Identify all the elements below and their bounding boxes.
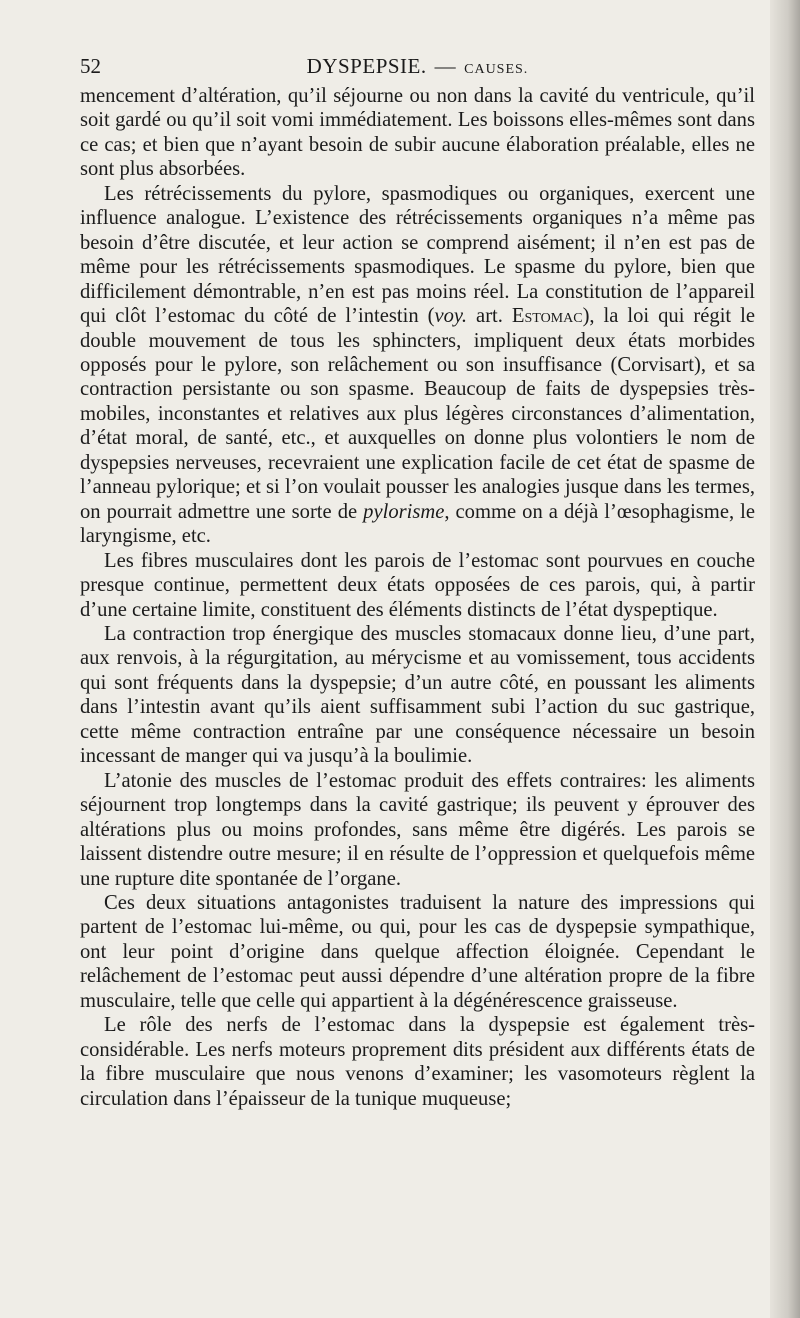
paragraph-atonie: L’atonie des muscles de l’estomac produit des effets contraires: les aliments séjournent trop longtemps dans la cavité gastrique; ils peuvent y éprouver des altérations plus ou moins profondes, sans même être digérés. Les parois se laissent distendre outre mesure; il en résulte de l’oppression et quelquefois même une rupture dite spontanée de l’organe. [80,769,755,890]
paragraph-nerfs: Le rôle des nerfs de l’estomac dans la dyspepsie est également très-considérable. Les nerfs moteurs proprement dits président aux différents états de la fibre musculaire que nous venons d’examiner; les vasomoteurs règlent la circulation dans l’épaisseur de la tunique muqueuse; [80,1014,755,1110]
section-title: CAUSES. [464,62,529,77]
paragraph-continuation: mencement d’altération, qu’il séjourne ou non dans la cavité du ventricule, qu’il soit gardé ou qu’il soit vomi immédiatement. Les boissons elles-mêmes sont dans ce cas; et bien que n’ayant besoin de subir aucune élaboration préalable, elles ne sont plus absorbées. [80,85,755,181]
reference-voy: voy. [434,305,468,328]
running-head [80,48,755,84]
page-edge-shadow [770,0,800,1318]
chapter-title: DYSPEPSIE. [306,54,427,78]
paragraph-pylore [80,182,755,549]
text-run: , comme on a déjà l’œsophagisme, le laryngisme, etc. [80,500,755,548]
paragraph-situations: Ces deux situations antagonistes traduisent la nature des impressions qui partent de l’estomac lui-même, ou qui, pour les cas de dyspepsie sympathique, ont leur point d’origine dans quelque affection éloignée. Cependant le relâchement de l’estomac peut aussi dépendre d’une altération propre de la fibre musculaire, telle que celle qui appartient à la dégénérescence graisseuse. [80,891,755,1012]
term-pylorisme: pylorisme [363,500,445,523]
paragraph-contraction: La contraction trop énergique des muscles stomacaux donne lieu, d’une part, aux renvois, à la régurgitation, au mérycisme et au vomissement, tous accidents qui sont fréquents dans la dyspepsie; d’un autre côté, en poussant les aliments dans l’intestin avant qu’ils aient suffisamment subi l’action du suc gastrique, cette même contraction entraîne par une conséquence nécessaire un besoin incessant de manger qui va jusqu’à la boulimie. [80,622,755,768]
text-run: art. [467,305,512,328]
paragraph-fibres: Les fibres musculaires dont les parois de l’estomac sont pourvues en couche presque continue, permettent deux états opposées de ces parois, qui, à partir d’une certaine limite, constituent des éléments distincts de l’état dyspeptique. [80,549,755,621]
book-page [80,48,755,1111]
title-separator: — [434,54,457,78]
text-run: Les rétrécissements du pylore, spasmodiques ou organiques, exercent une influence analogue. L’existence des rétrécissements organiques n’a même pas besoin d’être discutée, et leur action se comprend aisément; il n’en est pas de même pour les rétrécissements spasmodiques. Le spasme du pylore, bien que difficilement démontrable, n’en est pas moins réel. La constitution de l’appareil qui clôt l’estomac du côté de l’intestin ( [80,182,755,328]
reference-estomac: Estomac [511,305,583,328]
page-number: 52 [80,54,101,78]
text-run: ), la loi qui régit le double mouvement de tous les sphincters, impliquent deux états morbides opposés pour le pylore, son relâchement ou son insuffisance (Corvisart), et sa contraction persistante ou son spasme. Beaucoup de faits de dyspepsies très-mobiles, inconstantes et relatives aux plus légères circonstances d’alimentation, d’état moral, de santé, etc., et auxquelles on donne plus volontiers le nom de dyspepsies nerveuses, recevraient une explication facile de cet état de spasme de l’anneau pylorique; et si l’on voulait pousser les analogies jusque dans les termes, on pourrait admettre une sorte de [80,305,755,523]
body-text [80,84,755,1111]
running-title [80,48,755,88]
